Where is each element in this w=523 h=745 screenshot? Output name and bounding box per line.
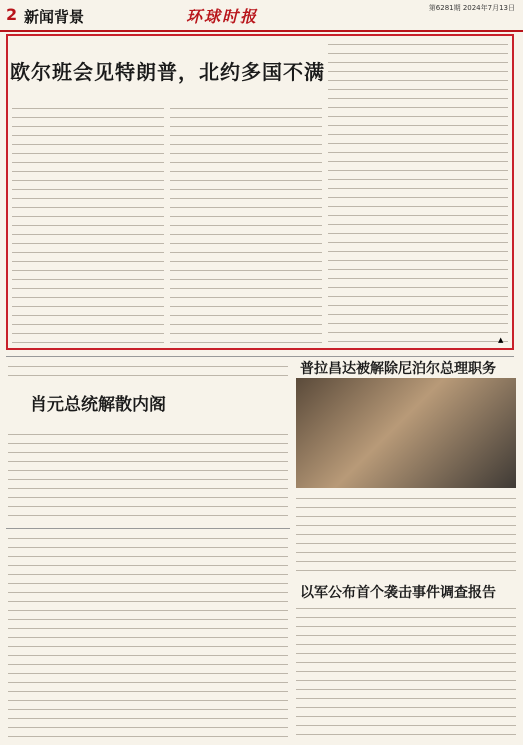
issue-line-1: 第6281期 2024年7月13日 <box>428 4 515 12</box>
section-title: 新闻背景 <box>24 8 85 26</box>
page-number: 2 <box>6 5 18 24</box>
story3-headline: 普拉昌达被解除尼泊尔总理职务 <box>300 361 496 377</box>
story-bottom-left <box>8 534 288 740</box>
story2-lead-column <box>8 362 288 384</box>
divider-2 <box>6 528 290 529</box>
issue-info <box>429 3 515 13</box>
main-story-column-3 <box>328 40 508 344</box>
nepal-photo <box>296 378 516 488</box>
main-story-column-2 <box>170 104 322 344</box>
main-story-column-1 <box>12 104 164 344</box>
main-story-headline: 欧尔班会见特朗普，北约多国不满 <box>10 60 325 84</box>
masthead-logo: 环球时报 <box>186 7 259 26</box>
end-triangle-icon: ▲ <box>498 336 504 344</box>
story2-headline: 肖元总统解散内阁 <box>30 395 166 415</box>
story4-headline: 以军公布首个袭击事件调查报告 <box>300 585 496 601</box>
story4-body <box>296 604 516 740</box>
story2-body <box>8 430 288 520</box>
page-header <box>0 0 523 32</box>
story3-body <box>296 494 516 574</box>
divider <box>6 356 514 357</box>
